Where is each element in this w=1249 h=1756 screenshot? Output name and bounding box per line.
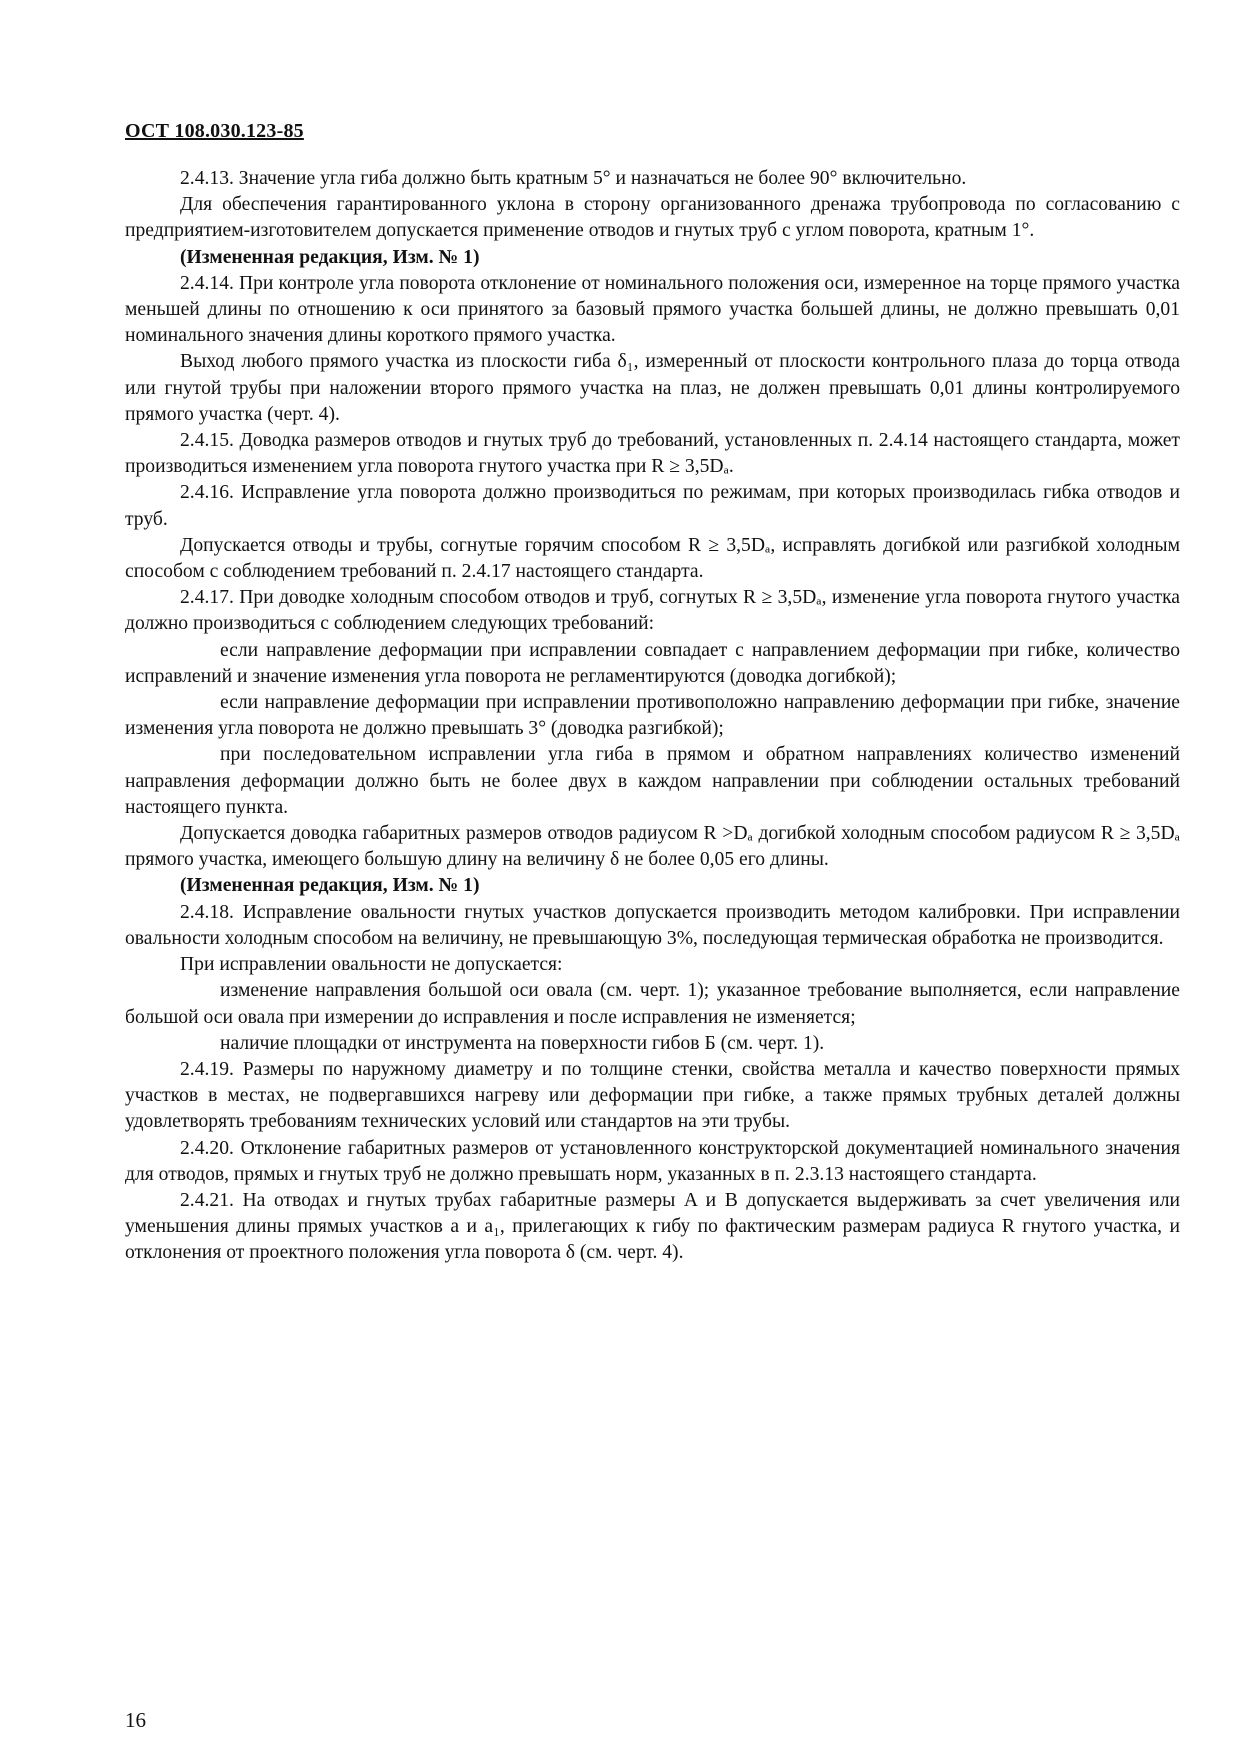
requirement-opposite-direction: если направление деформации при исправлении противоположно направлению деформации при гибке, значение изменения угла поворота не должно превышать 3° (доводка разгибкой); <box>125 692 1180 740</box>
paragraph-ovality-not-allowed: При исправлении овальности не допускается: <box>180 954 563 976</box>
paragraph-2-4-18: 2.4.18. Исправление овальности гнутых участков допускается производить методом калибровки. При исправлении овальности холодным способом на величину, не превышающую 3%, последующая термическая обработка не производится. <box>125 901 1180 949</box>
paragraph-2-4-16: 2.4.16. Исправление угла поворота должно производиться по режимам, при которых производилась гибка отводов и труб. <box>125 482 1180 530</box>
paragraph-drainage-slope: Для обеспечения гарантированного уклона в сторону организованного дренажа трубопровода по согласованию с предприятием-изготовителем допускается применение отводов и гнутых труб с углом поворота, кратным 1°. <box>125 194 1180 242</box>
requirement-sequential-correction: при последовательном исправлении угла гиба в прямом и обратном направлениях количество изменений направления деформации должно быть не более двух в каждом направлении при соблюдении остальных требований настоящего пункта. <box>125 744 1180 818</box>
paragraph-2-4-17: 2.4.17. При доводке холодным способом отводов и труб, согнутых R ≥ 3,5Dₐ, изменение угла поворота гнутого участка должно производиться с соблюдением следующих требований: <box>125 587 1180 635</box>
paragraph-2-4-13: 2.4.13. Значение угла гиба должно быть кратным 5° и назначаться не более 90° включительно. <box>180 168 967 189</box>
paragraph-2-4-21: 2.4.21. На отводах и гнутых трубах габаритные размеры A и B допускается выдерживать за счет увеличения или уменьшения длины прямых участков a и a₁, прилегающих к гибу по фактическим размерам радиуса R гнутого участка, и отклонения от проектного положения угла поворота δ (см. черт. 4). <box>125 1189 1180 1264</box>
paragraph-2-4-20: 2.4.20. Отклонение габаритных размеров от установленного конструкторской документацией номинального значения для отводов, прямых и гнутых труб не должно превышать норм, указанных в п. 2.3.13 настоящего стандарта. <box>125 1137 1180 1185</box>
paragraph-2-4-19: 2.4.19. Размеры по наружному диаметру и по толщине стенки, свойства металла и качество поверхности прямых участков в местах, не подвергавшихся нагреву или деформации при гибке, а также прямых трубных деталей должны удовлетворять требованиям технических условий или стандартов на эти трубы. <box>125 1058 1180 1133</box>
requirement-tool-flat: наличие площадки от инструмента на поверхности гибов Б (см. черт. 1). <box>220 1032 825 1054</box>
paragraph-hot-bent-correction: Допускается отводы и трубы, согнутые горячим способом R ≥ 3,5Dₐ, исправлять догибкой или разгибкой холодным способом с соблюдением требований п. 2.4.17 настоящего стандарта. <box>125 534 1180 583</box>
page-number: 16 <box>125 1708 146 1732</box>
paragraph-2-4-14: 2.4.14. При контроле угла поворота отклонение от номинального положения оси, измеренное на торце прямого участка меньшей длины по отношению к оси принятого за базовый прямого участка большей длины, не должно превышать 0,01 номинального значения длины короткого прямого участка. <box>125 272 1180 347</box>
revision-note: (Измененная редакция, Изм. № 1) <box>180 875 480 897</box>
requirement-oval-axis: изменение направления большой оси овала (см. черт. 1); указанное требование выполняется, если направление большой оси овала при измерении до исправления и после исправления не изменяется; <box>125 980 1180 1028</box>
paragraph-dimension-adjustment: Допускается доводка габаритных размеров отводов радиусом R >Dₐ догибкой холодным способом радиусом R ≥ 3,5Dₐ прямого участка, имеющего большую длину на величину δ не более 0,05 его длины. <box>125 823 1180 871</box>
document-header: ОСТ 108.030.123-85 <box>125 120 304 142</box>
requirement-same-direction: если направление деформации при исправлении совпадает с направлением деформации при гибке, количество исправлений и значение изменения угла поворота не регламентируются (доводка догибкой); <box>125 639 1180 687</box>
revision-note: (Измененная редакция, Изм. № 1) <box>180 246 480 268</box>
document-body <box>125 166 1180 1267</box>
paragraph-2-4-15: 2.4.15. Доводка размеров отводов и гнутых труб до требований, установленных п. 2.4.14 настоящего стандарта, может производиться изменением угла поворота гнутого участка при R ≥ 3,5Dₐ. <box>125 430 1180 478</box>
paragraph-plane-deviation: Выход любого прямого участка из плоскости гиба δ₁, измеренный от плоскости контрольного плаза до торца отвода или гнутой трубы при наложении второго прямого участка на плаз, не должен превышать 0,01 длины контролируемого прямого участка (черт. 4). <box>125 351 1180 425</box>
